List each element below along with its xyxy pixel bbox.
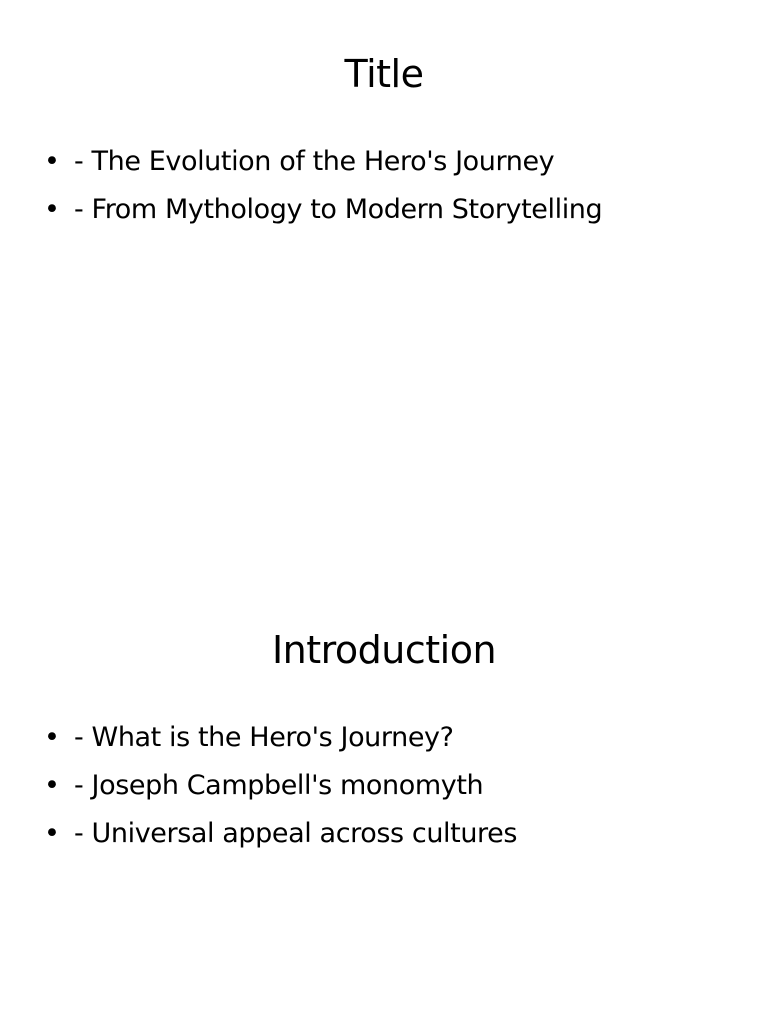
bullet-item [44, 762, 517, 810]
bullet-text: - The Evolution of the Hero's Journey [74, 146, 555, 177]
bullet-text: - Joseph Campbell's monomyth [74, 770, 484, 801]
bullet-list [44, 714, 517, 858]
bullet-item [44, 186, 602, 234]
slide-introduction [0, 576, 768, 1024]
bullet-text: - What is the Hero's Journey? [74, 722, 454, 753]
bullet-list [44, 138, 602, 234]
bullet-marker: • [44, 722, 60, 753]
slide-title: Introduction [271, 628, 497, 672]
bullet-text: - Universal appeal across cultures [74, 818, 518, 849]
bullet-marker: • [44, 770, 60, 801]
bullet-marker: • [44, 194, 60, 225]
slide-title: Title [344, 52, 424, 96]
bullet-marker: • [44, 818, 60, 849]
bullet-item [44, 138, 602, 186]
bullet-marker: • [44, 146, 60, 177]
bullet-item [44, 714, 517, 762]
bullet-item [44, 810, 517, 858]
bullet-text: - From Mythology to Modern Storytelling [74, 194, 603, 225]
